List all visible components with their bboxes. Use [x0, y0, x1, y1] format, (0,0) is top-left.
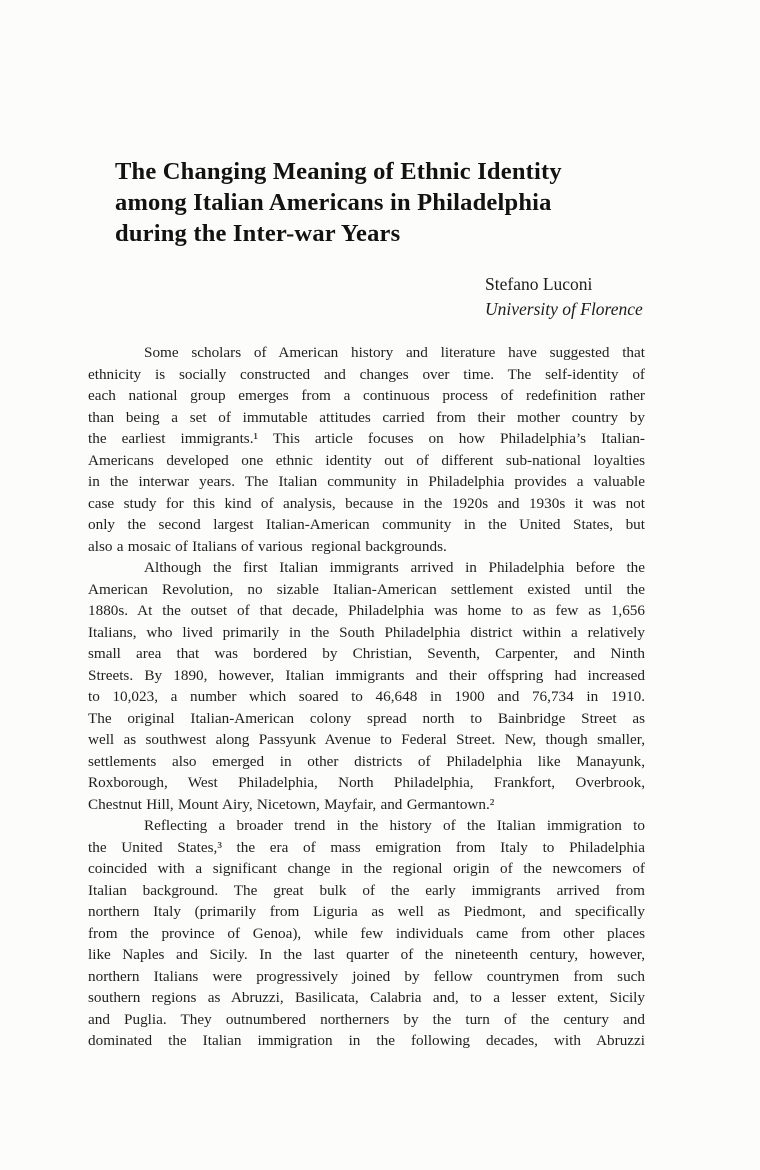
- text-line: The original Italian-American colony spread north to Bainbridge Street as: [88, 709, 645, 727]
- article-title-line: during the Inter-war Years: [115, 220, 401, 247]
- text-line: Chestnut Hill, Mount Airy, Nicetown, Mayfair, and Germantown.²: [88, 795, 495, 813]
- text-line: coincided with a significant change in the regional origin of the newcomers of: [88, 860, 645, 877]
- text-line: Streets. By 1890, however, Italian immigrants and their offspring had increased: [88, 666, 645, 684]
- text-line: Italian background. The great bulk of the early immigrants arrived from: [88, 881, 645, 899]
- text-line: each national group emerges from a continuous process of redefinition rather: [88, 387, 645, 404]
- text-line: in the interwar years. The Italian community in Philadelphia provides a valuable: [88, 473, 645, 490]
- text-line: American Revolution, no sizable Italian-American settlement existed until the: [88, 580, 645, 598]
- text-line: 1880s. At the outset of that decade, Philadelphia was home to as few as 1,656: [88, 602, 645, 619]
- body-text: [88, 342, 645, 1052]
- author-name: Stefano Luconi: [485, 274, 593, 294]
- paragraph: [88, 815, 645, 1052]
- text-line: than being a set of immutable attitudes carried from their mother country by: [88, 408, 645, 426]
- text-line: southern regions as Abruzzi, Basilicata, Calabria and, to a lesser extent, Sicily: [88, 989, 645, 1006]
- text-line: dominated the Italian immigration in the following decades, with Abruzzi: [88, 1032, 645, 1049]
- article-title-line: among Italian Americans in Philadelphia: [115, 189, 552, 216]
- text-line: ethnicity is socially constructed and changes over time. The self-identity of: [88, 365, 645, 383]
- author-affiliation: University of Florence: [485, 299, 643, 319]
- text-line: well as southwest along Passyunk Avenue to Federal Street. New, though smaller,: [88, 731, 645, 748]
- text-line: the earliest immigrants.¹ This article focuses on how Philadelphia’s Italian-: [88, 430, 645, 447]
- text-line: case study for this kind of analysis, because in the 1920s and 1930s it was not: [88, 494, 645, 512]
- text-line: Although the first Italian immigrants arrived in Philadelphia before the: [144, 559, 645, 576]
- paragraph: [88, 557, 645, 815]
- text-line: Roxborough, West Philadelphia, North Philadelphia, Frankfort, Overbrook,: [88, 774, 645, 791]
- text-line: also a mosaic of Italians of various regional backgrounds.: [88, 537, 447, 555]
- text-line: only the second largest Italian-American community in the United States, but: [88, 516, 645, 533]
- text-line: Reflecting a broader trend in the history of the Italian immigration to: [144, 817, 645, 834]
- text-line: Italians, who lived primarily in the South Philadelphia district within a relatively: [88, 623, 645, 641]
- text-line: northern Italy (primarily from Liguria as well as Piedmont, and specifically: [88, 903, 645, 920]
- text-line: Some scholars of American history and literature have suggested that: [144, 344, 645, 361]
- paragraph: [88, 342, 645, 557]
- article-title: [115, 156, 635, 249]
- text-line: to 10,023, a number which soared to 46,648 in 1900 and 76,734 in 1910.: [88, 688, 645, 705]
- text-line: settlements also emerged in other districts of Philadelphia like Manayunk,: [88, 752, 645, 770]
- text-line: small area that was bordered by Christian, Seventh, Carpenter, and Ninth: [88, 645, 645, 662]
- author-block: [485, 272, 685, 322]
- article-title-line: The Changing Meaning of Ethnic Identity: [115, 158, 562, 185]
- text-line: from the province of Genoa), while few individuals came from other places: [88, 924, 645, 942]
- text-line: and Puglia. They outnumbered northerners by the turn of the century and: [88, 1010, 645, 1028]
- text-line: the United States,³ the era of mass emigration from Italy to Philadelphia: [88, 838, 645, 856]
- text-line: Americans developed one ethnic identity out of different sub-national loyalties: [88, 451, 645, 469]
- text-line: northern Italians were progressively joined by fellow countrymen from such: [88, 967, 645, 985]
- text-line: like Naples and Sicily. In the last quarter of the nineteenth century, however,: [88, 946, 645, 963]
